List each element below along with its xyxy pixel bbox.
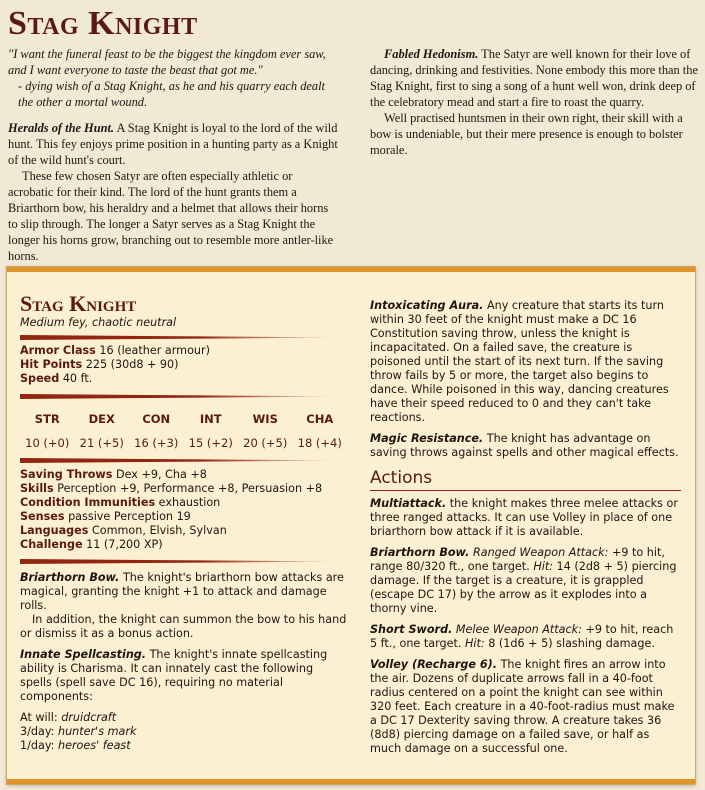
spell-1-day: 1/day: heroes' feast bbox=[20, 739, 131, 752]
action-short-sword: Short Sword. Melee Weapon Attack: +9 to hit, reach 5 ft., one target. Hit: 8 (1d6 + 5) slashing damage. bbox=[370, 623, 674, 650]
traits-right bbox=[370, 299, 681, 763]
ability-scores bbox=[20, 412, 347, 450]
languages: Languages Common, Elvish, Sylvan bbox=[20, 524, 227, 537]
divider bbox=[20, 394, 347, 399]
ability-label-con: CON bbox=[142, 412, 171, 426]
spell-list bbox=[20, 711, 347, 753]
hedonism-heading: Fabled Hedonism. bbox=[384, 47, 479, 61]
divider bbox=[20, 458, 347, 463]
skills: Skills Perception +9, Performance +8, Persuasion +8 bbox=[20, 482, 323, 495]
ability-value-dex: 21 (+5) bbox=[79, 436, 124, 450]
action-multiattack: Multiattack. the knight makes three melee attacks or three ranged attacks. It can use Volley in place of one briarthorn bow attack if it is available. bbox=[370, 497, 678, 538]
ability-label-int: INT bbox=[199, 412, 222, 426]
action-briarthorn-bow: Briarthorn Bow. Ranged Weapon Attack: +9 to hit, range 80/320 ft., one target. Hit: 14 (2d8 + 5) piercing damage. If the target is a creature, it is grappled (escape DC 17) by the arrow as it explodes into a thorny vine. bbox=[370, 546, 677, 615]
page-title: Stag Knight bbox=[8, 5, 198, 42]
ability-value-wis: 20 (+5) bbox=[243, 436, 288, 450]
ability-label-str: STR bbox=[34, 412, 60, 426]
traits-left bbox=[20, 571, 347, 753]
creature-name: Stag Knight bbox=[20, 291, 137, 316]
intro-left-column bbox=[8, 46, 338, 264]
intro-right-column bbox=[370, 46, 700, 158]
ability-value-cha: 18 (+4) bbox=[297, 436, 342, 450]
core-stats bbox=[20, 344, 210, 386]
saving-throws: Saving Throws Dex +9, Cha +8 bbox=[20, 468, 207, 481]
trait-magic-resistance: Magic Resistance. The knight has advantage on saving throws against spells and other magical effects. bbox=[370, 432, 679, 459]
ability-label-cha: CHA bbox=[306, 412, 334, 426]
armor-class: Armor Class 16 (leather armour) bbox=[20, 344, 210, 357]
trait-innate-spellcasting: Innate Spellcasting. The knight's innate spellcasting ability is Charisma. It can innately cast the following spells (spell save DC 16), requiring no material components: bbox=[20, 648, 328, 703]
condition-immunities: Condition Immunities exhaustion bbox=[20, 496, 221, 509]
ability-value-str: 10 (+0) bbox=[25, 436, 70, 450]
trait-briarthorn-bow-2: In addition, the knight can summon the bow to his hand or dismiss it as a bonus action. bbox=[20, 613, 347, 640]
actions-list bbox=[370, 497, 681, 756]
speed: Speed 40 ft. bbox=[20, 372, 93, 385]
heralds-paragraph-2: These few chosen Satyr are often especially athletic or acrobatic for their kind. The lord of the hunt grants them a Briarthorn bow, his heraldry and a helmet that allows their horns to slip through. The longer a Satyr serves as a Stag Knight the longer his horns grow, branching out to resemble more antler-like horns. bbox=[8, 169, 334, 263]
trait-briarthorn-bow: Briarthorn Bow. The knight's briarthorn bow attacks are magical, granting the knight +1 to attack and damage rolls. bbox=[20, 571, 344, 612]
action-volley: Volley (Recharge 6). The knight fires an arrow into the air. Dozens of duplicate arrows fall in a 40-foot radius centered on a point the knight can see within 320 feet. Each creature in a 40-foot-radius must make a DC 17 Dexterity saving throw. A creature takes 36 (8d8) piercing damage on a failed save, or half as much damage on a successful one. bbox=[370, 658, 675, 755]
challenge: Challenge 11 (7,200 XP) bbox=[20, 538, 163, 551]
heralds-heading: Heralds of the Hunt. bbox=[8, 121, 115, 135]
hit-points: Hit Points 225 (30d8 + 90) bbox=[20, 358, 179, 371]
stat-block bbox=[7, 267, 695, 784]
trait-intoxicating-aura: Intoxicating Aura. Any creature that starts its turn within 30 feet of the knight must make a DC 16 Constitution saving throw, unless the knight is incapacitated. On a failed save, the creature is poisoned until the start of its next turn. If the saving throw fails by 5 or more, the target also begins to dance. While poisoned in this way, dancing creatures have their speed reduced to 0 and they can't take reactions. bbox=[370, 299, 669, 424]
hedonism-paragraph: Fabled Hedonism. The Satyr are well known for their love of dancing, drinking and festivities. None embody this more than the Stag Knight, first to sing a song of a hunt well won, drink deep of the celebratory mead and start a fire to roast the quarry. bbox=[370, 47, 698, 109]
senses: Senses passive Perception 19 bbox=[20, 510, 191, 523]
actions-heading: Actions bbox=[370, 467, 681, 491]
creature-type: Medium fey, chaotic neutral bbox=[20, 316, 177, 329]
ability-label-wis: WIS bbox=[252, 412, 278, 426]
secondary-stats bbox=[20, 468, 322, 552]
spell-at-will: At will: druidcraft bbox=[20, 711, 117, 724]
flavor-quote-attribution: - dying wish of a Stag Knight, as he and his quarry each dealt the other a mortal wound. bbox=[18, 79, 325, 109]
ability-value-int: 15 (+2) bbox=[188, 436, 233, 450]
hedonism-paragraph-2: Well practised huntsmen in their own right, their skill with a bow is undeniable, but their mere presence is enough to bolster morale. bbox=[370, 111, 683, 157]
flavor-quote: "I want the funeral feast to be the biggest the kingdom ever saw, and I want everyone to taste the beast that got me." bbox=[8, 47, 326, 77]
spell-3-day: 3/day: hunter's mark bbox=[20, 725, 137, 738]
heralds-paragraph: Heralds of the Hunt. A Stag Knight is loyal to the lord of the wild hunt. This fey enjoys prime position in a hunting party as a Knight of the wild hunt's court. bbox=[8, 121, 338, 167]
ability-value-con: 16 (+3) bbox=[134, 436, 179, 450]
divider bbox=[20, 559, 347, 564]
divider bbox=[20, 335, 347, 340]
ability-label-dex: DEX bbox=[88, 412, 115, 426]
